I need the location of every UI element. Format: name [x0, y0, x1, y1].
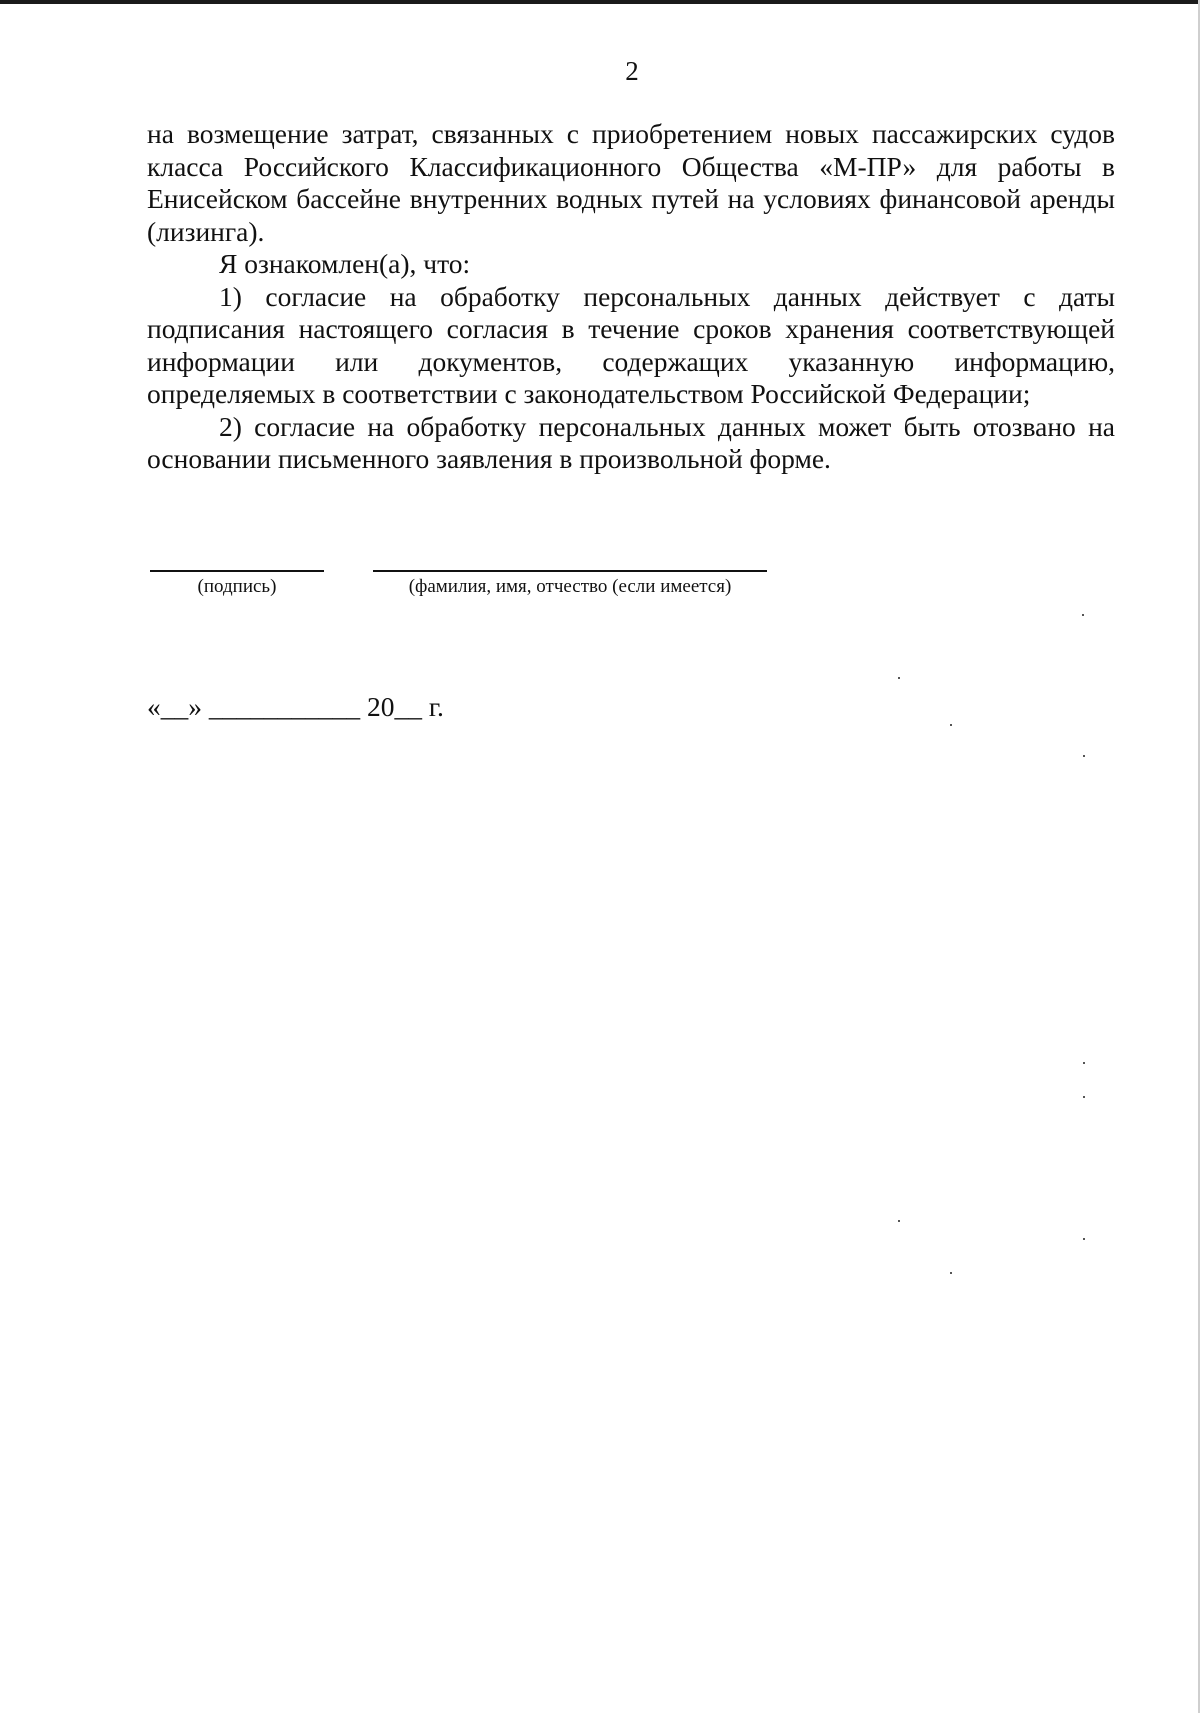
scan-top-edge — [0, 0, 1200, 4]
paragraph-item-2: 2) согласие на обработку персональных данных может быть отозвано на основании письменного заявления в произвольной форме. — [147, 410, 1115, 474]
scan-speck — [898, 677, 900, 679]
date-line: «__» ___________ 20__ г. — [147, 691, 444, 722]
body-text-top — [147, 118, 1115, 248]
scan-speck — [950, 724, 952, 726]
scan-speck — [950, 1272, 952, 1274]
scan-speck — [1083, 1062, 1085, 1064]
scan-speck — [1082, 614, 1084, 616]
signature-line — [150, 570, 324, 572]
signature-caption: (подпись) — [197, 576, 277, 597]
body-text-acknowledgement — [147, 248, 1115, 476]
scan-speck — [898, 1220, 900, 1222]
scan-speck — [1083, 1238, 1085, 1240]
paragraph-item-1: 1) согласие на обработку персональных данных действует с даты подписания настоящего согласия в течение сроков хранения соответствующей информации или документов, содержащих указанную информацию, определяемых в соответствии с законодательством Российской Федерации; — [147, 280, 1115, 409]
scan-speck — [1083, 1096, 1085, 1098]
paragraph-acknowledgement-intro: Я ознакомлен(а), что: — [219, 248, 471, 279]
page-number: 2 — [625, 56, 639, 86]
full-name-caption: (фамилия, имя, отчество (если имеется) — [408, 576, 732, 597]
paragraph-continuation: на возмещение затрат, связанных с приобретением новых пассажирских судов класса Российского Классификационного Общества «М-ПР» для работы в Енисейском бассейне внутренних водных путей на условиях финансовой аренды (лизинга). — [147, 118, 1115, 247]
scan-speck — [1083, 755, 1085, 757]
full-name-line — [373, 570, 767, 572]
